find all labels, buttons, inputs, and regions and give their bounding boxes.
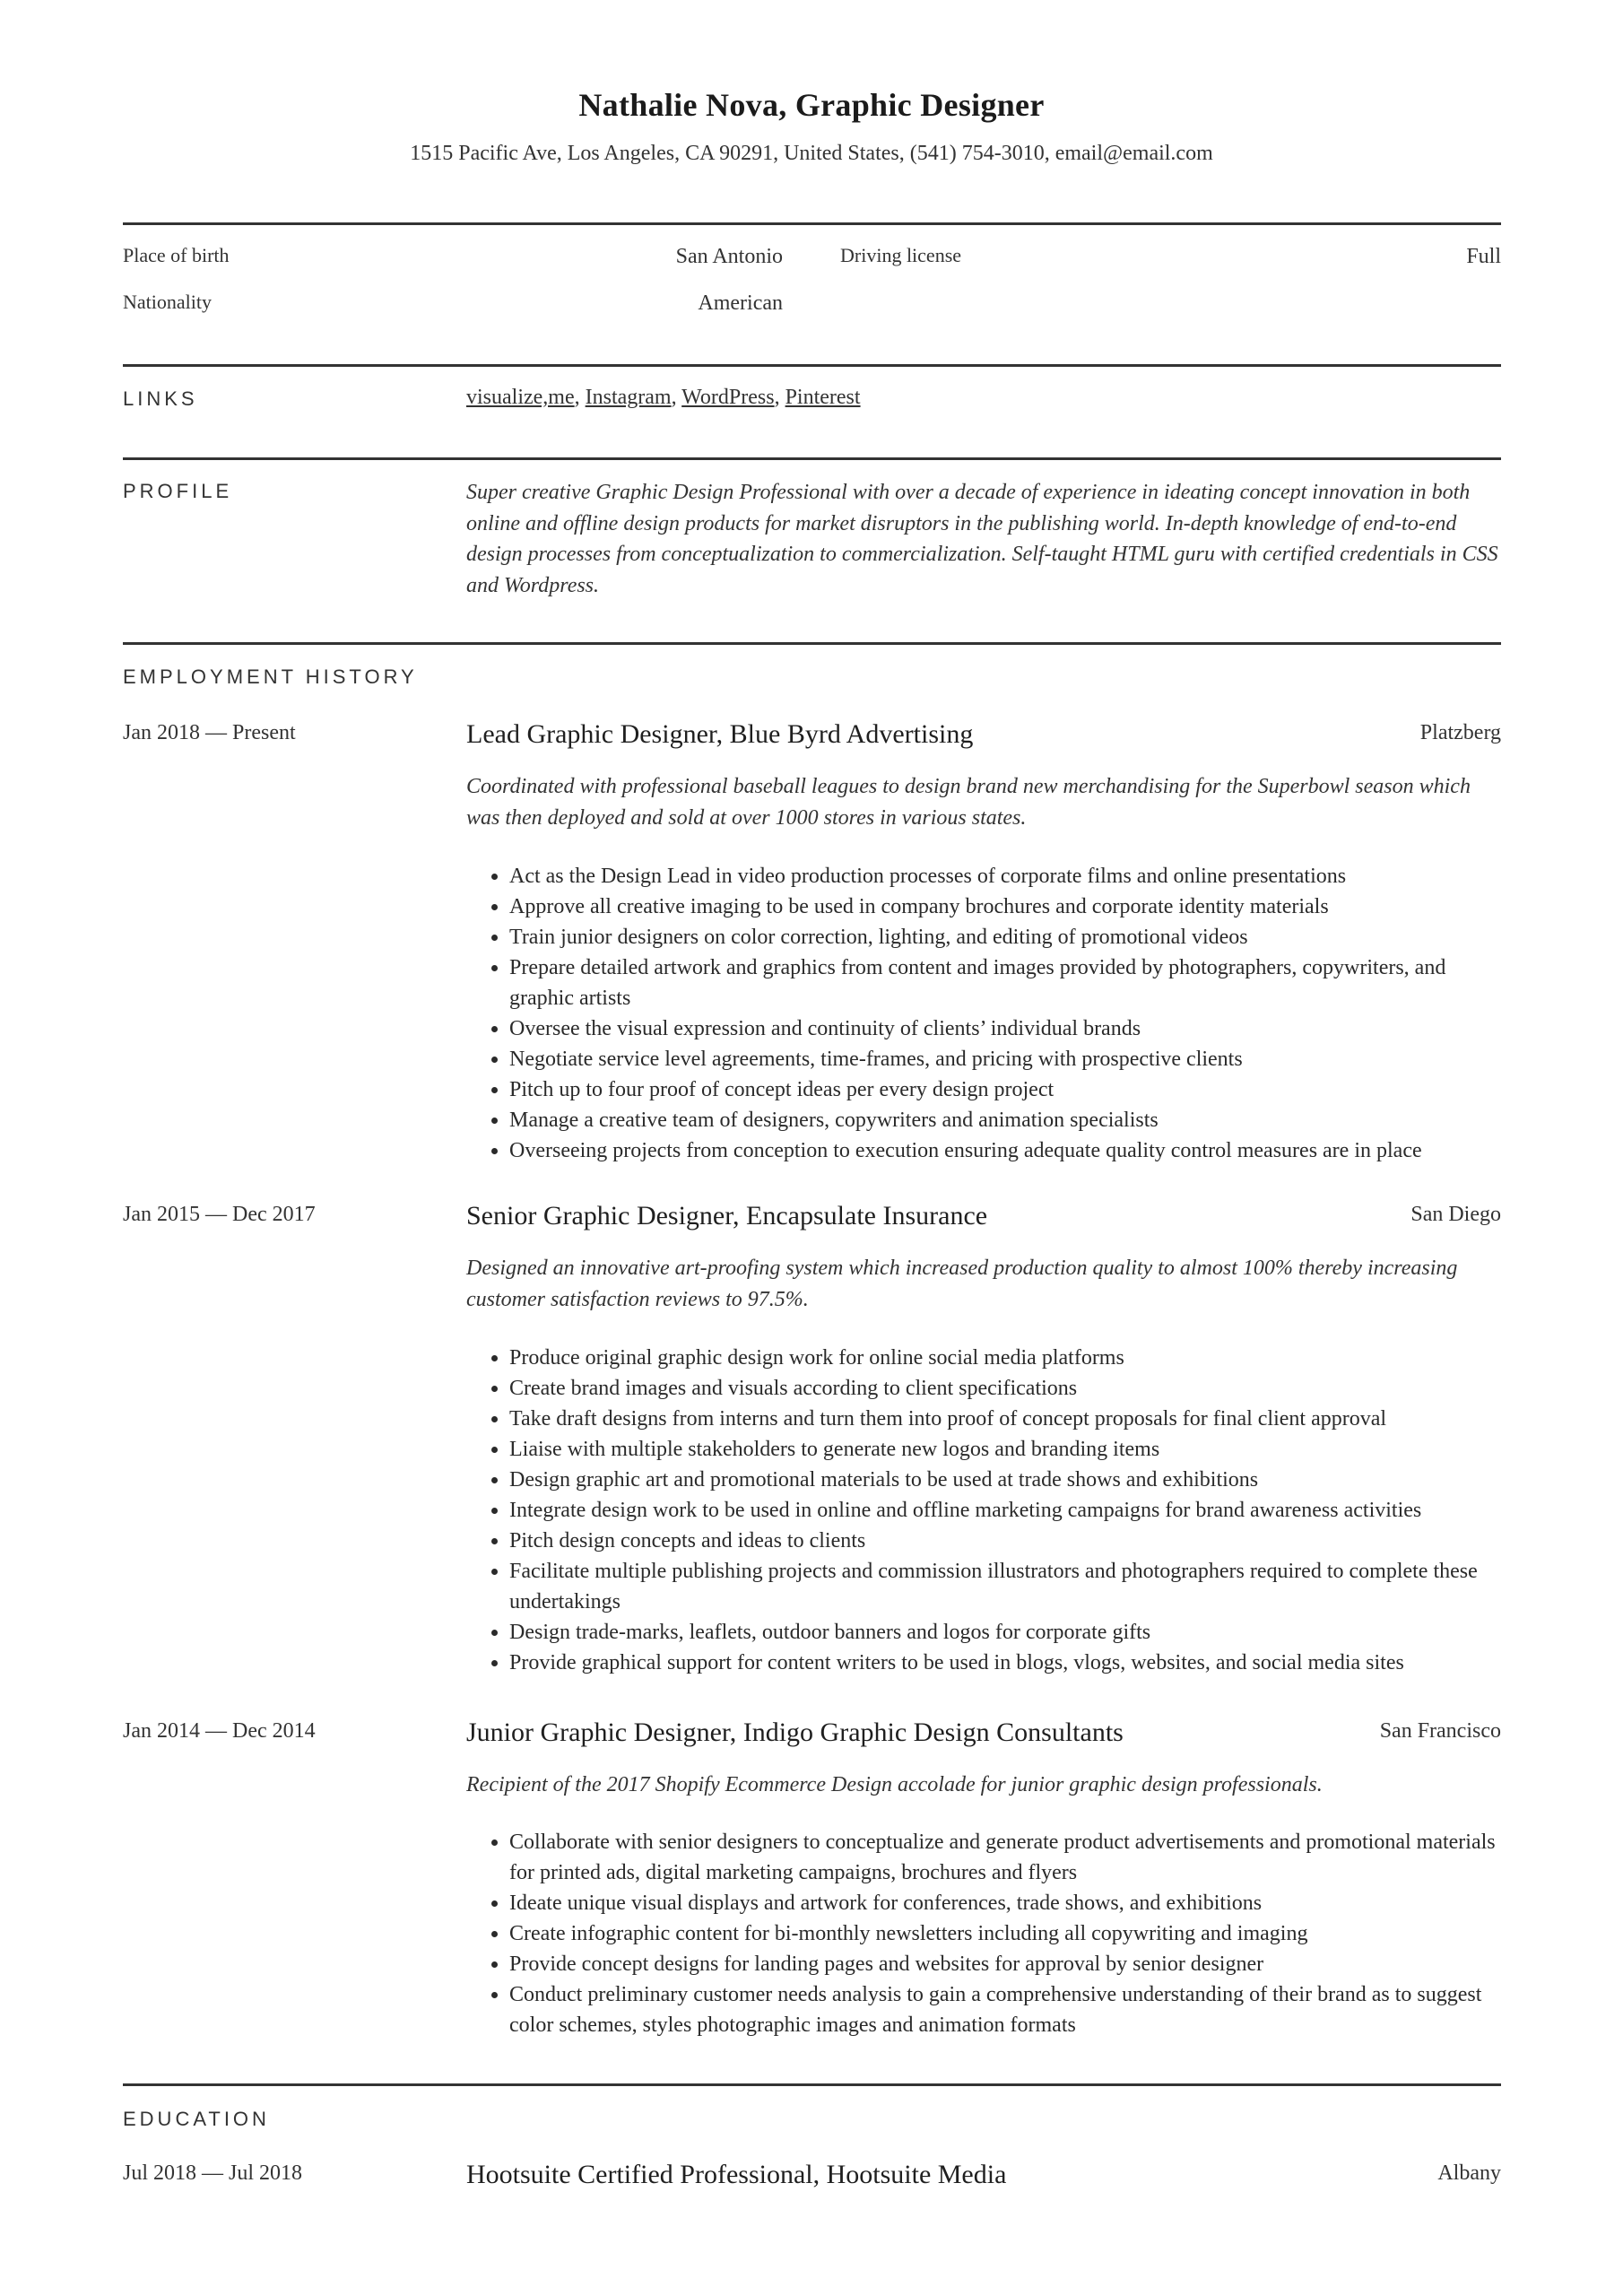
place-of-birth-value: San Antonio [675, 245, 783, 268]
link-wordpress[interactable]: WordPress [681, 386, 775, 409]
education-dates: Jul 2018 — Jul 2018 [123, 2161, 303, 2185]
duty-item: • Oversee the visual expression and continuity of clients’ individual brands [509, 1013, 1501, 1044]
duty-item: • Prepare detailed artwork and graphics from content and images provided by photographers, copywriters, and graphic artists [509, 952, 1501, 1013]
duty-item: • Liaise with multiple stakeholders to generate new logos and branding items [509, 1434, 1501, 1465]
job-duties-list [466, 1827, 1501, 2040]
job-location: Platzberg [1419, 721, 1501, 744]
link-instagram[interactable]: Instagram [585, 386, 672, 409]
duty-item: • Integrate design work to be used in online and offline marketing campaigns for brand awareness activities [509, 1495, 1501, 1526]
duty-item: • Pitch design concepts and ideas to clients [509, 1526, 1501, 1556]
duty-item: • Overseeing projects from conception to execution ensuring adequate quality control measures are in place [509, 1135, 1501, 1166]
links-section-title: LINKS [123, 387, 198, 410]
duty-item: • Create brand images and visuals according to client specifications [509, 1373, 1501, 1404]
duty-item: • Train junior designers on color correction, lighting, and editing of promotional videos [509, 922, 1501, 952]
duty-item: • Create infographic content for bi-monthly newsletters including all copywriting and imaging [509, 1918, 1501, 1949]
duty-item: • Ideate unique visual displays and artwork for conferences, trade shows, and exhibitions [509, 1888, 1501, 1918]
job-title: Senior Graphic Designer, Encapsulate Insurance [466, 1201, 988, 1231]
job-summary: Recipient of the 2017 Shopify Ecommerce Design accolade for junior graphic design professionals. [466, 1773, 1323, 1796]
duty-item: • Provide graphical support for content writers to be used in blogs, vlogs, websites, and social media sites [509, 1648, 1501, 1678]
job-dates: Jan 2015 — Dec 2017 [123, 1203, 316, 1226]
job-summary: Coordinated with professional baseball leagues to design brand new merchandising for the Superbowl season which was then deployed and sold at over 1000 stores in various states. [466, 775, 1471, 830]
contact-line: 1515 Pacific Ave, Los Angeles, CA 90291, United States, (541) 754-3010, email@email.com [410, 142, 1213, 165]
education-location: Albany [1437, 2161, 1501, 2185]
nationality-value: American [698, 291, 783, 315]
job-dates: Jan 2018 — Present [123, 721, 296, 744]
duty-item: • Provide concept designs for landing pages and websites for approval by senior designer [509, 1949, 1501, 1979]
job-title: Lead Graphic Designer, Blue Byrd Advertising [466, 719, 974, 749]
resume-header [0, 86, 1623, 166]
divider [123, 364, 1501, 367]
job-duties-list [466, 1343, 1501, 1678]
link-separator: , [671, 386, 682, 409]
duty-item: • Produce original graphic design work for online social media platforms [509, 1343, 1501, 1373]
job-title: Junior Graphic Designer, Indigo Graphic Design Consultants [466, 1718, 1124, 1747]
job-location: San Francisco [1379, 1719, 1501, 1743]
divider [123, 222, 1501, 225]
links-list [466, 386, 861, 410]
nationality-label: Nationality [123, 291, 212, 313]
duty-item: • Pitch up to four proof of concept ideas per every design project [509, 1074, 1501, 1105]
profile-section-title: PROFILE [123, 480, 233, 502]
driving-license-label: Driving license [840, 244, 962, 266]
divider [123, 642, 1501, 645]
job-summary: Designed an innovative art-proofing system which increased production quality to almost 100% thereby increasing customer satisfaction reviews to 97.5%. [466, 1257, 1458, 1311]
place-of-birth-label: Place of birth [123, 244, 230, 266]
duty-item: • Act as the Design Lead in video production processes of corporate films and online presentations [509, 861, 1501, 891]
duty-item: • Take draft designs from interns and turn them into proof of concept proposals for final client approval [509, 1404, 1501, 1434]
education-title: Hootsuite Certified Professional, Hootsuite Media [466, 2160, 1007, 2189]
duty-item: • Design graphic art and promotional materials to be used at trade shows and exhibitions [509, 1465, 1501, 1495]
link-pinterest[interactable]: Pinterest [785, 386, 861, 409]
job-dates: Jan 2014 — Dec 2014 [123, 1719, 316, 1743]
divider [123, 457, 1501, 460]
duty-item: • Collaborate with senior designers to conceptualize and generate product advertisements and promotional materials for printed ads, digital marketing campaigns, brochures and flyers [509, 1827, 1501, 1888]
duty-item: • Manage a creative team of designers, copywriters and animation specialists [509, 1105, 1501, 1135]
duty-item: • Conduct preliminary customer needs analysis to gain a comprehensive understanding of their brand as to suggest color schemes, styles photographic images and animation formats [509, 1979, 1501, 2040]
driving-license-value: Full [1466, 245, 1501, 268]
link-visualize[interactable]: visualize,me [466, 386, 575, 409]
duty-item: • Approve all creative imaging to be used in company brochures and corporate identity materials [509, 891, 1501, 922]
link-separator: , [574, 386, 586, 409]
link-separator: , [774, 386, 785, 409]
job-duties-list [466, 861, 1501, 1166]
candidate-name: Nathalie Nova, Graphic Designer [578, 87, 1045, 123]
employment-section-title: EMPLOYMENT HISTORY [123, 665, 418, 688]
duty-item: • Negotiate service level agreements, time-frames, and pricing with prospective clients [509, 1044, 1501, 1074]
duty-item: • Facilitate multiple publishing projects and commission illustrators and photographers required to complete these undertakings [509, 1556, 1501, 1617]
education-section-title: EDUCATION [123, 2108, 270, 2130]
duty-item: • Design trade-marks, leaflets, outdoor banners and logos for corporate gifts [509, 1617, 1501, 1648]
job-location: San Diego [1410, 1203, 1501, 1226]
profile-summary: Super creative Graphic Design Professional with over a decade of experience in ideating concept innovation in both online and offline design products for market disruptors in the publishing world. In-depth knowledge of end-to-end design processes from conceptualization to commercialization. Self-taught HTML guru with certified credentials in CSS and Wordpress. [466, 481, 1498, 597]
divider [123, 2083, 1501, 2086]
